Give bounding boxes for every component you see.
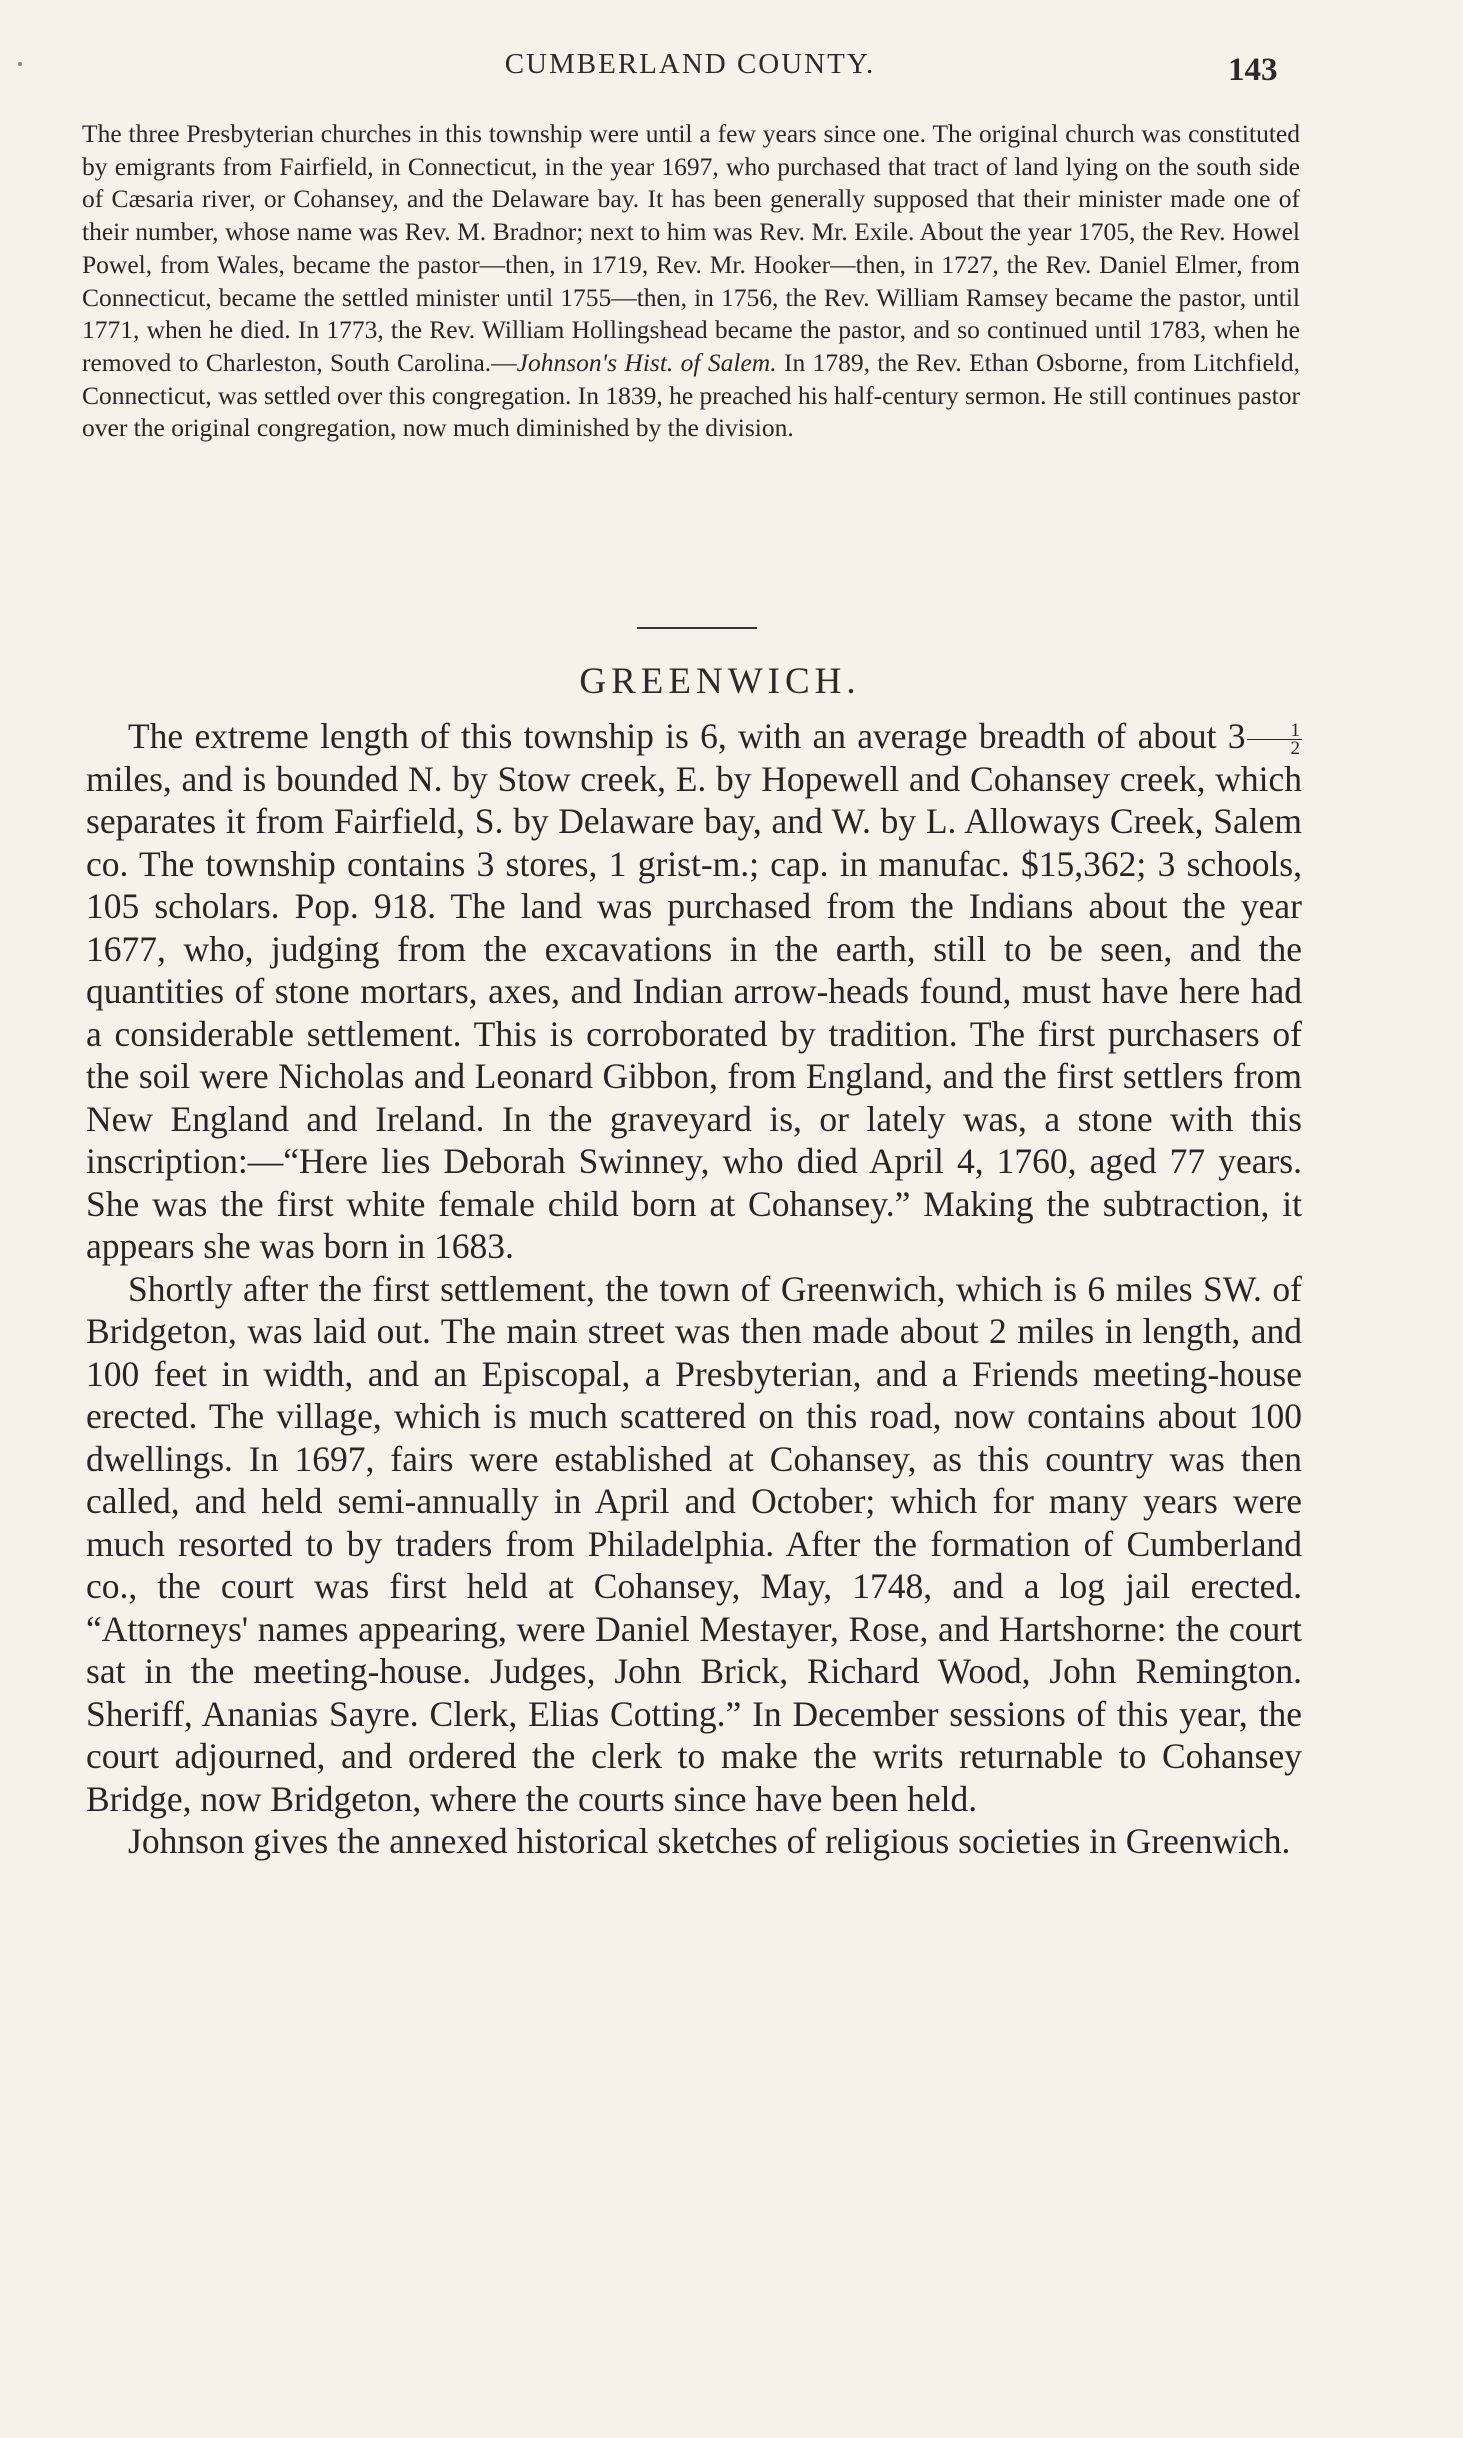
presbyterian-note bbox=[82, 118, 1300, 445]
p1-rest: miles, and is bounded N. by Stow creek, E. by Hopewell and Cohansey creek, which separates it from Fairfield, S. by Delaware bay, and W. by L. Alloways Creek, Salem co. The township contains 3 stores, 1 grist-m.; cap. in manufac. $15,362; 3 schools, 105 scholars. Pop. 918. The land was purchased from the Indians about the year 1677, who, judging from the excavations in the earth, still to be seen, and the quantities of stone mortars, axes, and Indian arrow-heads found, must have here had a considerable settlement. This is corroborated by tradition. The first purchasers of the soil were Nicholas and Leonard Gibbon, from England, and the first settlers from New England and Ireland. In the graveyard is, or lately was, a stone with this inscription:—“Here lies Deborah Swinney, who died April 4, 1760, aged 77 years. She was the first white female child born at Cohansey.” Making the subtraction, it appears she was born in 1683. bbox=[86, 758, 1302, 1266]
greenwich-body bbox=[86, 715, 1302, 1863]
fraction-denominator: 2 bbox=[1290, 738, 1300, 760]
fraction-numerator: 1 bbox=[1247, 722, 1303, 740]
greenwich-paragraph-3: Johnson gives the annexed historical sketches of religious societies in Greenwich. bbox=[128, 1821, 1291, 1861]
section-divider bbox=[637, 627, 757, 629]
note-text: The three Presbyterian churches in this township were until a few years since one. The original church was constituted by emigrants from Fairfield, in Connecticut, in the year 1697, who purchased that tract of land lying on the south side of Cæsaria river, or Cohansey, and the Delaware bay. It has been generally supposed that their minister made one of their number, whose name was Rev. M. Bradnor; next to him was Rev. Mr. Exile. About the year 1705, the Rev. Howel Powel, from Wales, became the pastor—then, in 1719, Rev. Mr. Hooker—then, in 1727, the Rev. Daniel Elmer, from Connecticut, became the settled minister until 1755—then, in 1756, the Rev. William Ramsey became the pastor, until 1771, when he died. In 1773, the Rev. William Hollingshead became the pastor, and so continued until 1783, when he removed to Charleston, South Carolina.— bbox=[82, 119, 1300, 377]
page-number: 143 bbox=[1228, 52, 1278, 88]
greenwich-paragraph-1 bbox=[86, 715, 1302, 1268]
section-title: GREENWICH. bbox=[579, 661, 861, 702]
p1-start: The extreme length of this township is 6, with an average breadth of about 3 bbox=[128, 716, 1246, 756]
note-citation: Johnson's Hist. of Salem. bbox=[516, 347, 777, 377]
running-title: CUMBERLAND COUNTY. bbox=[504, 48, 876, 80]
note-text-end: In 1789, the Rev. Ethan Osborne, from Litchfield, Connecticut, was settled over this congregation. In 1839, he preached his half-century sermon. He still continues pastor over the original congregation, now much diminished by the division. bbox=[82, 347, 1301, 443]
fraction-half bbox=[1247, 720, 1303, 760]
running-head bbox=[0, 48, 1463, 88]
greenwich-paragraph-2: Shortly after the first settlement, the town of Greenwich, which is 6 miles SW. of Bridgeton, was laid out. The main street was then made about 2 miles in length, and 100 feet in width, and an Episcopal, a Presbyterian, and a Friends meeting-house erected. The village, which is much scattered on this road, now contains about 100 dwellings. In 1697, fairs were established at Cohansey, as this country was then called, and held semi-annually in April and October; which for many years were much resorted to by traders from Philadelphia. After the formation of Cumberland co., the court was first held at Cohansey, May, 1748, and a log jail erected. “Attorneys' names appearing, were Daniel Mestayer, Rose, and Hartshorne: the court sat in the meeting-house. Judges, John Brick, Richard Wood, John Remington. Sheriff, Ananias Sayre. Clerk, Elias Cotting.” In December sessions of this year, the court adjourned, and ordered the clerk to make the writs returnable to Cohansey Bridge, now Bridgeton, where the courts since have been held. bbox=[86, 1268, 1302, 1819]
presbyterian-note-paragraph bbox=[82, 118, 1300, 445]
